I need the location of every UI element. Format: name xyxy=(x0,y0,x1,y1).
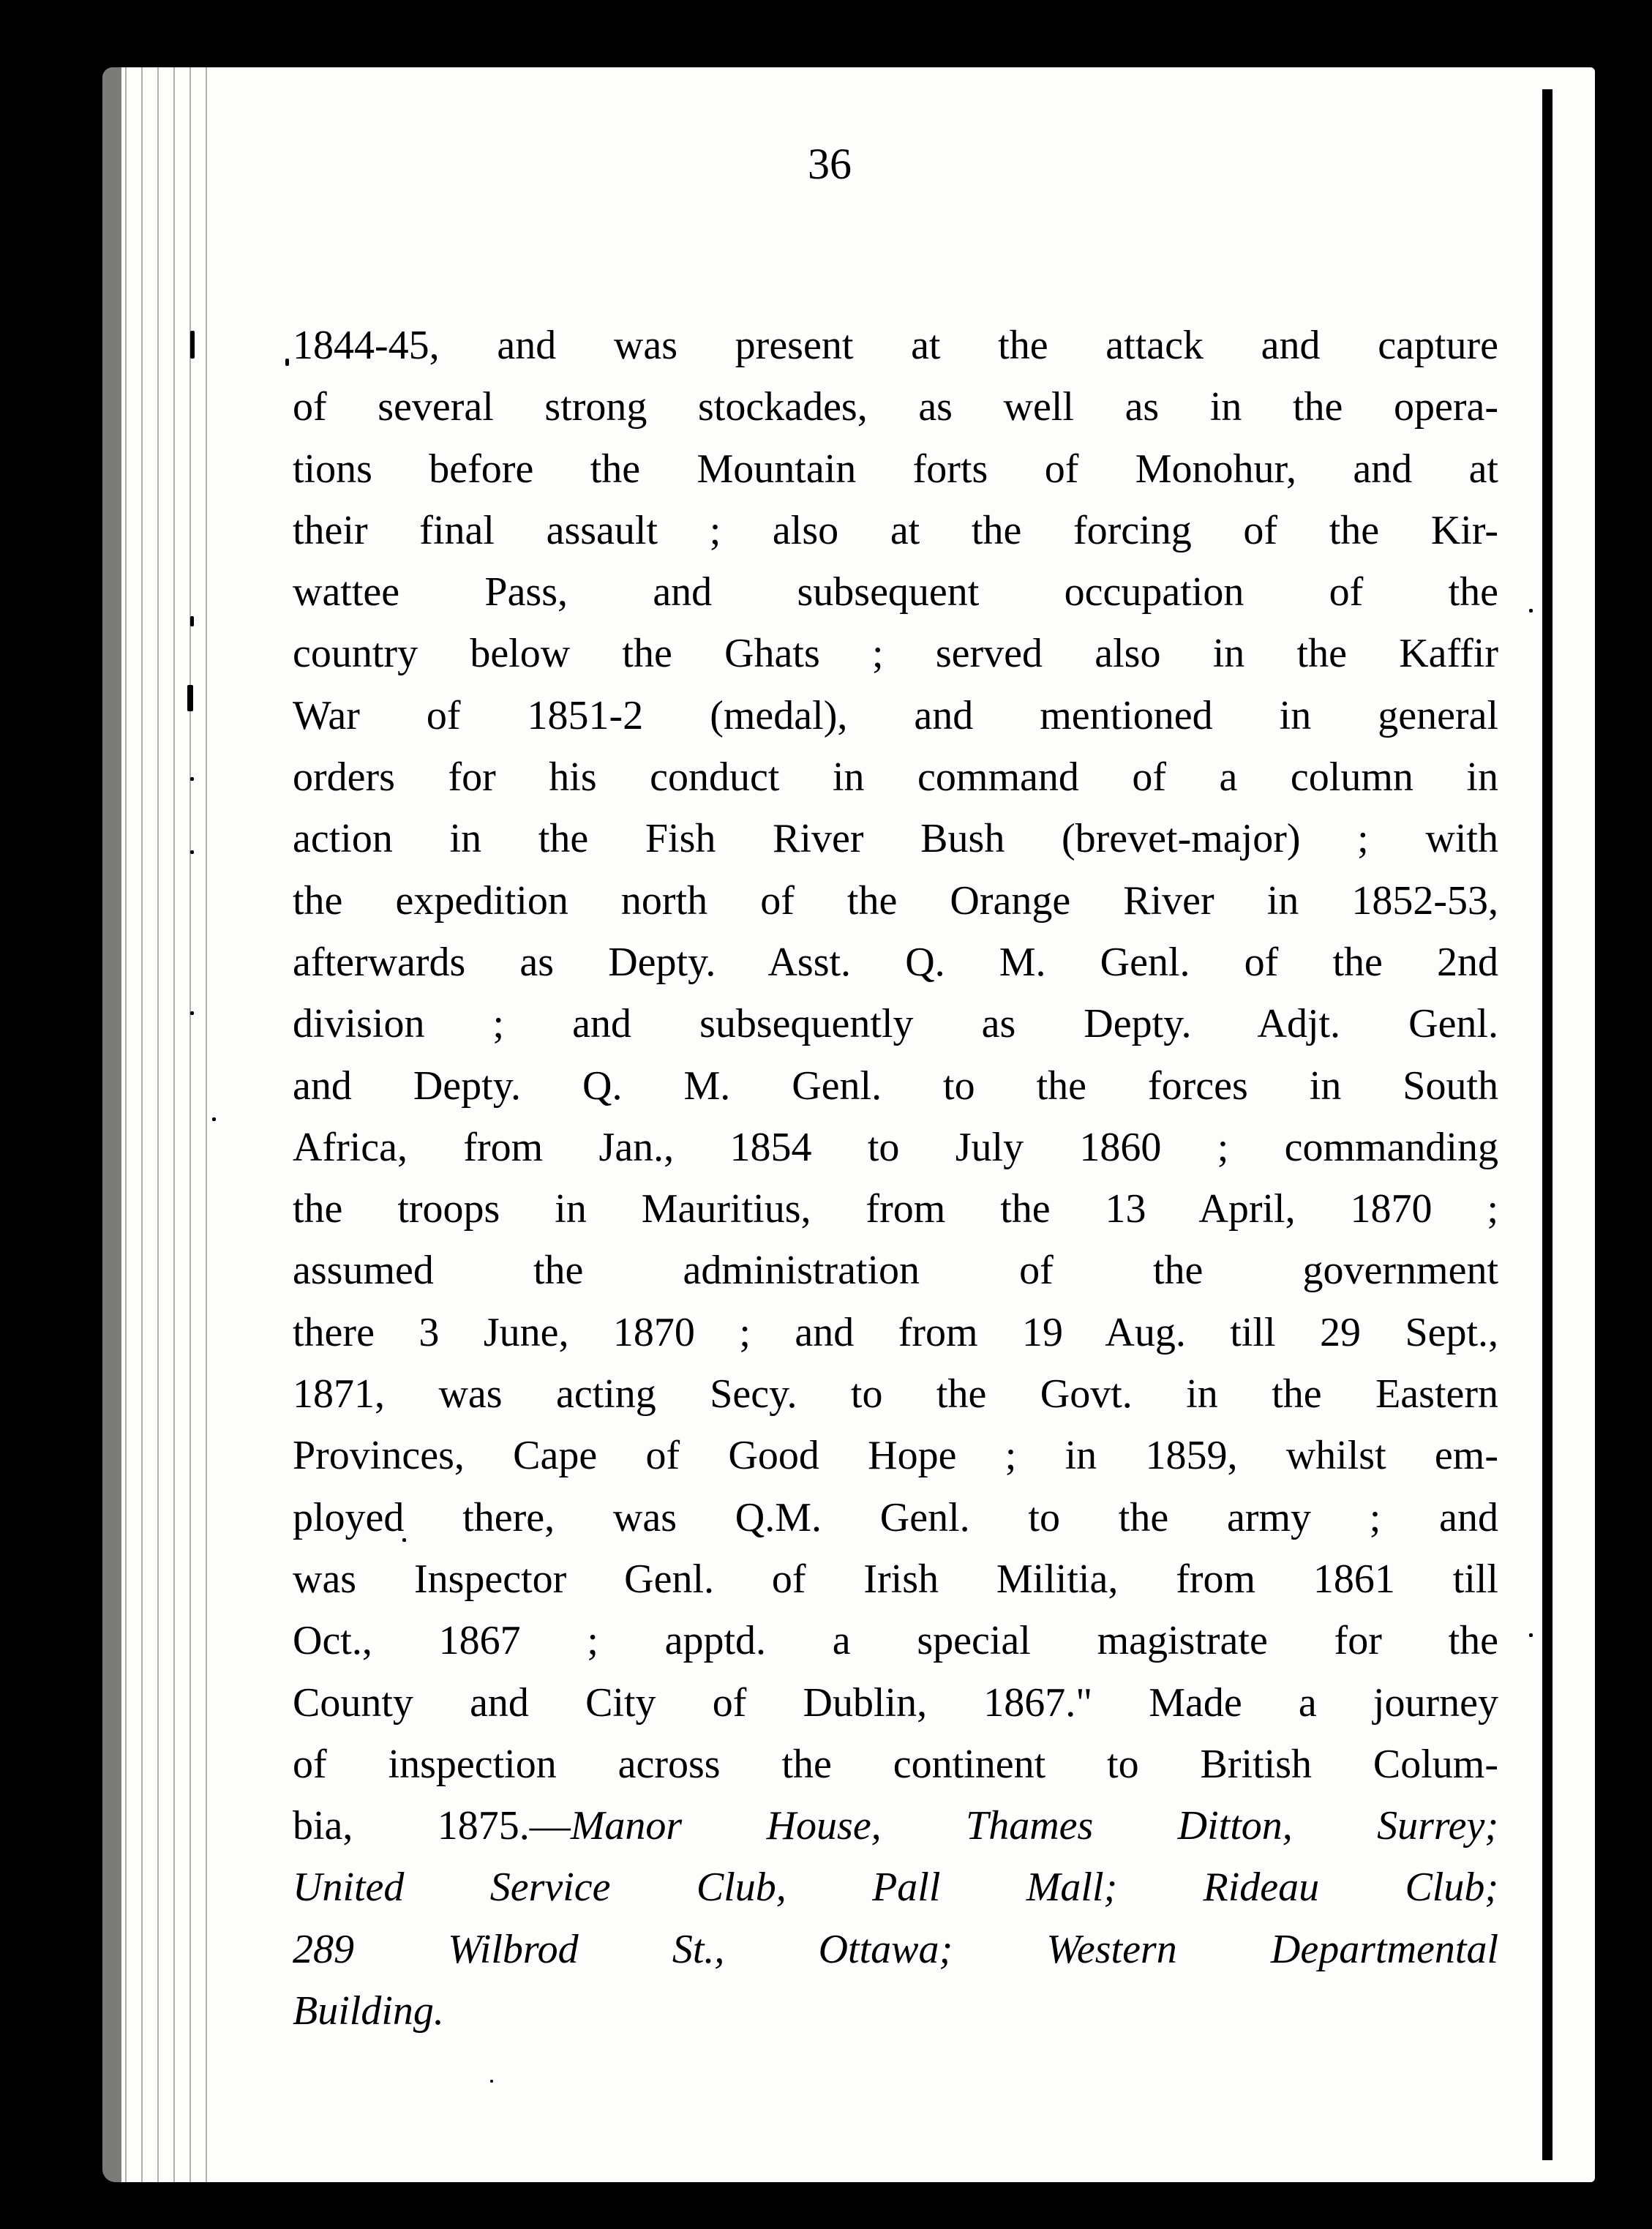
text-line-roman: tions before the Mountain forts of Monohur, and at xyxy=(293,446,1498,492)
text-line-roman: wattee Pass, and subsequent occupation of the xyxy=(293,569,1498,615)
text-line xyxy=(293,1610,1498,1671)
text-line-roman: bia, 1875.— xyxy=(293,1803,571,1849)
scan-speck xyxy=(285,359,289,366)
scan-speck xyxy=(190,777,194,781)
text-line xyxy=(293,561,1498,623)
text-line xyxy=(293,1919,1498,1980)
page-body-text xyxy=(293,315,1498,2042)
text-line-italic: United Service Club, Pall Mall; Rideau Club; xyxy=(293,1865,1498,1911)
text-line-roman: afterwards as Depty. Asst. Q. M. Genl. of the 2nd xyxy=(293,939,1498,985)
text-line xyxy=(293,1795,1498,1857)
text-line-roman: ployed there, was Q.M. Genl. to the army ; and xyxy=(293,1494,1498,1540)
text-line xyxy=(293,1117,1498,1178)
text-line xyxy=(293,623,1498,684)
text-line-roman: the expedition north of the Orange River in 1852-53, xyxy=(293,877,1498,924)
text-line xyxy=(293,808,1498,869)
text-line-roman: 1871, was acting Secy. to the Govt. in the Eastern xyxy=(293,1371,1498,1417)
text-line xyxy=(293,746,1498,808)
text-line xyxy=(293,1734,1498,1795)
page-edge-rule xyxy=(1542,89,1552,2160)
text-line xyxy=(293,500,1498,561)
scan-speck xyxy=(187,685,193,711)
text-line xyxy=(293,1425,1498,1486)
text-line-italic: Manor House, Thames Ditton, Surrey; xyxy=(570,1803,1498,1849)
text-line xyxy=(293,376,1498,438)
scan-speck xyxy=(190,616,194,626)
text-line-italic: Building. xyxy=(293,1988,444,2034)
text-line-roman: action in the Fish River Bush (brevet-major) ; with xyxy=(293,816,1498,862)
text-line xyxy=(293,315,1498,376)
text-line xyxy=(293,1055,1498,1117)
text-line-roman: Oct., 1867 ; apptd. a special magistrate for the xyxy=(293,1618,1498,1664)
text-line xyxy=(293,685,1498,746)
text-line-roman: assumed the administration of the government xyxy=(293,1248,1498,1294)
text-line-roman: and Depty. Q. M. Genl. to the forces in South xyxy=(293,1063,1498,1109)
text-line-roman: there 3 June, 1870 ; and from 19 Aug. till 29 Sept., xyxy=(293,1309,1498,1355)
scan-speck xyxy=(190,331,195,359)
text-line xyxy=(293,1363,1498,1425)
text-line xyxy=(293,1672,1498,1734)
scan-speck xyxy=(212,1117,216,1121)
text-line xyxy=(293,993,1498,1054)
text-line xyxy=(293,1240,1498,1301)
text-line-roman: orders for his conduct in command of a column in xyxy=(293,754,1498,801)
text-line-roman: Provinces, Cape of Good Hope ; in 1859, whilst em- xyxy=(293,1433,1498,1479)
page-number: 36 xyxy=(808,140,852,188)
text-line-roman: division ; and subsequently as Depty. Adjt. Genl. xyxy=(293,1001,1498,1047)
text-line-roman: War of 1851-2 (medal), and mentioned in general xyxy=(293,692,1498,738)
text-line xyxy=(293,1857,1498,1918)
binding-spine xyxy=(102,67,212,2182)
text-line xyxy=(293,438,1498,500)
text-line xyxy=(293,1302,1498,1363)
text-line xyxy=(293,1980,1498,2042)
text-line-roman: their final assault ; also at the forcing of the Kir- xyxy=(293,507,1498,553)
scan-speck xyxy=(1529,1633,1533,1637)
text-line-roman: the troops in Mauritius, from the 13 April, 1870 ; xyxy=(293,1186,1498,1232)
text-line-roman: of inspection across the continent to British Colum- xyxy=(293,1741,1498,1787)
text-line-italic: 289 Wilbrod St., Ottawa; Western Departmental xyxy=(293,1926,1498,1972)
scan-speck xyxy=(190,1011,194,1015)
scan-speck xyxy=(490,2080,493,2083)
text-line xyxy=(293,932,1498,993)
text-line xyxy=(293,1178,1498,1240)
text-line-roman: of several strong stockades, as well as in the opera- xyxy=(293,384,1498,430)
scan-speck xyxy=(1529,609,1533,612)
text-line xyxy=(293,1548,1498,1610)
scan-speck xyxy=(190,850,194,854)
text-line-roman: 1844-45, and was present at the attack and capture xyxy=(293,323,1498,368)
text-line-roman: County and City of Dublin, 1867." Made a journey xyxy=(293,1679,1498,1726)
text-line-roman: was Inspector Genl. of Irish Militia, from 1861 till xyxy=(293,1556,1498,1602)
text-line xyxy=(293,870,1498,932)
text-line xyxy=(293,1487,1498,1548)
text-line-roman: country below the Ghats ; served also in the Kaffir xyxy=(293,631,1498,677)
text-line-roman: Africa, from Jan., 1854 to July 1860 ; commanding xyxy=(293,1124,1498,1170)
